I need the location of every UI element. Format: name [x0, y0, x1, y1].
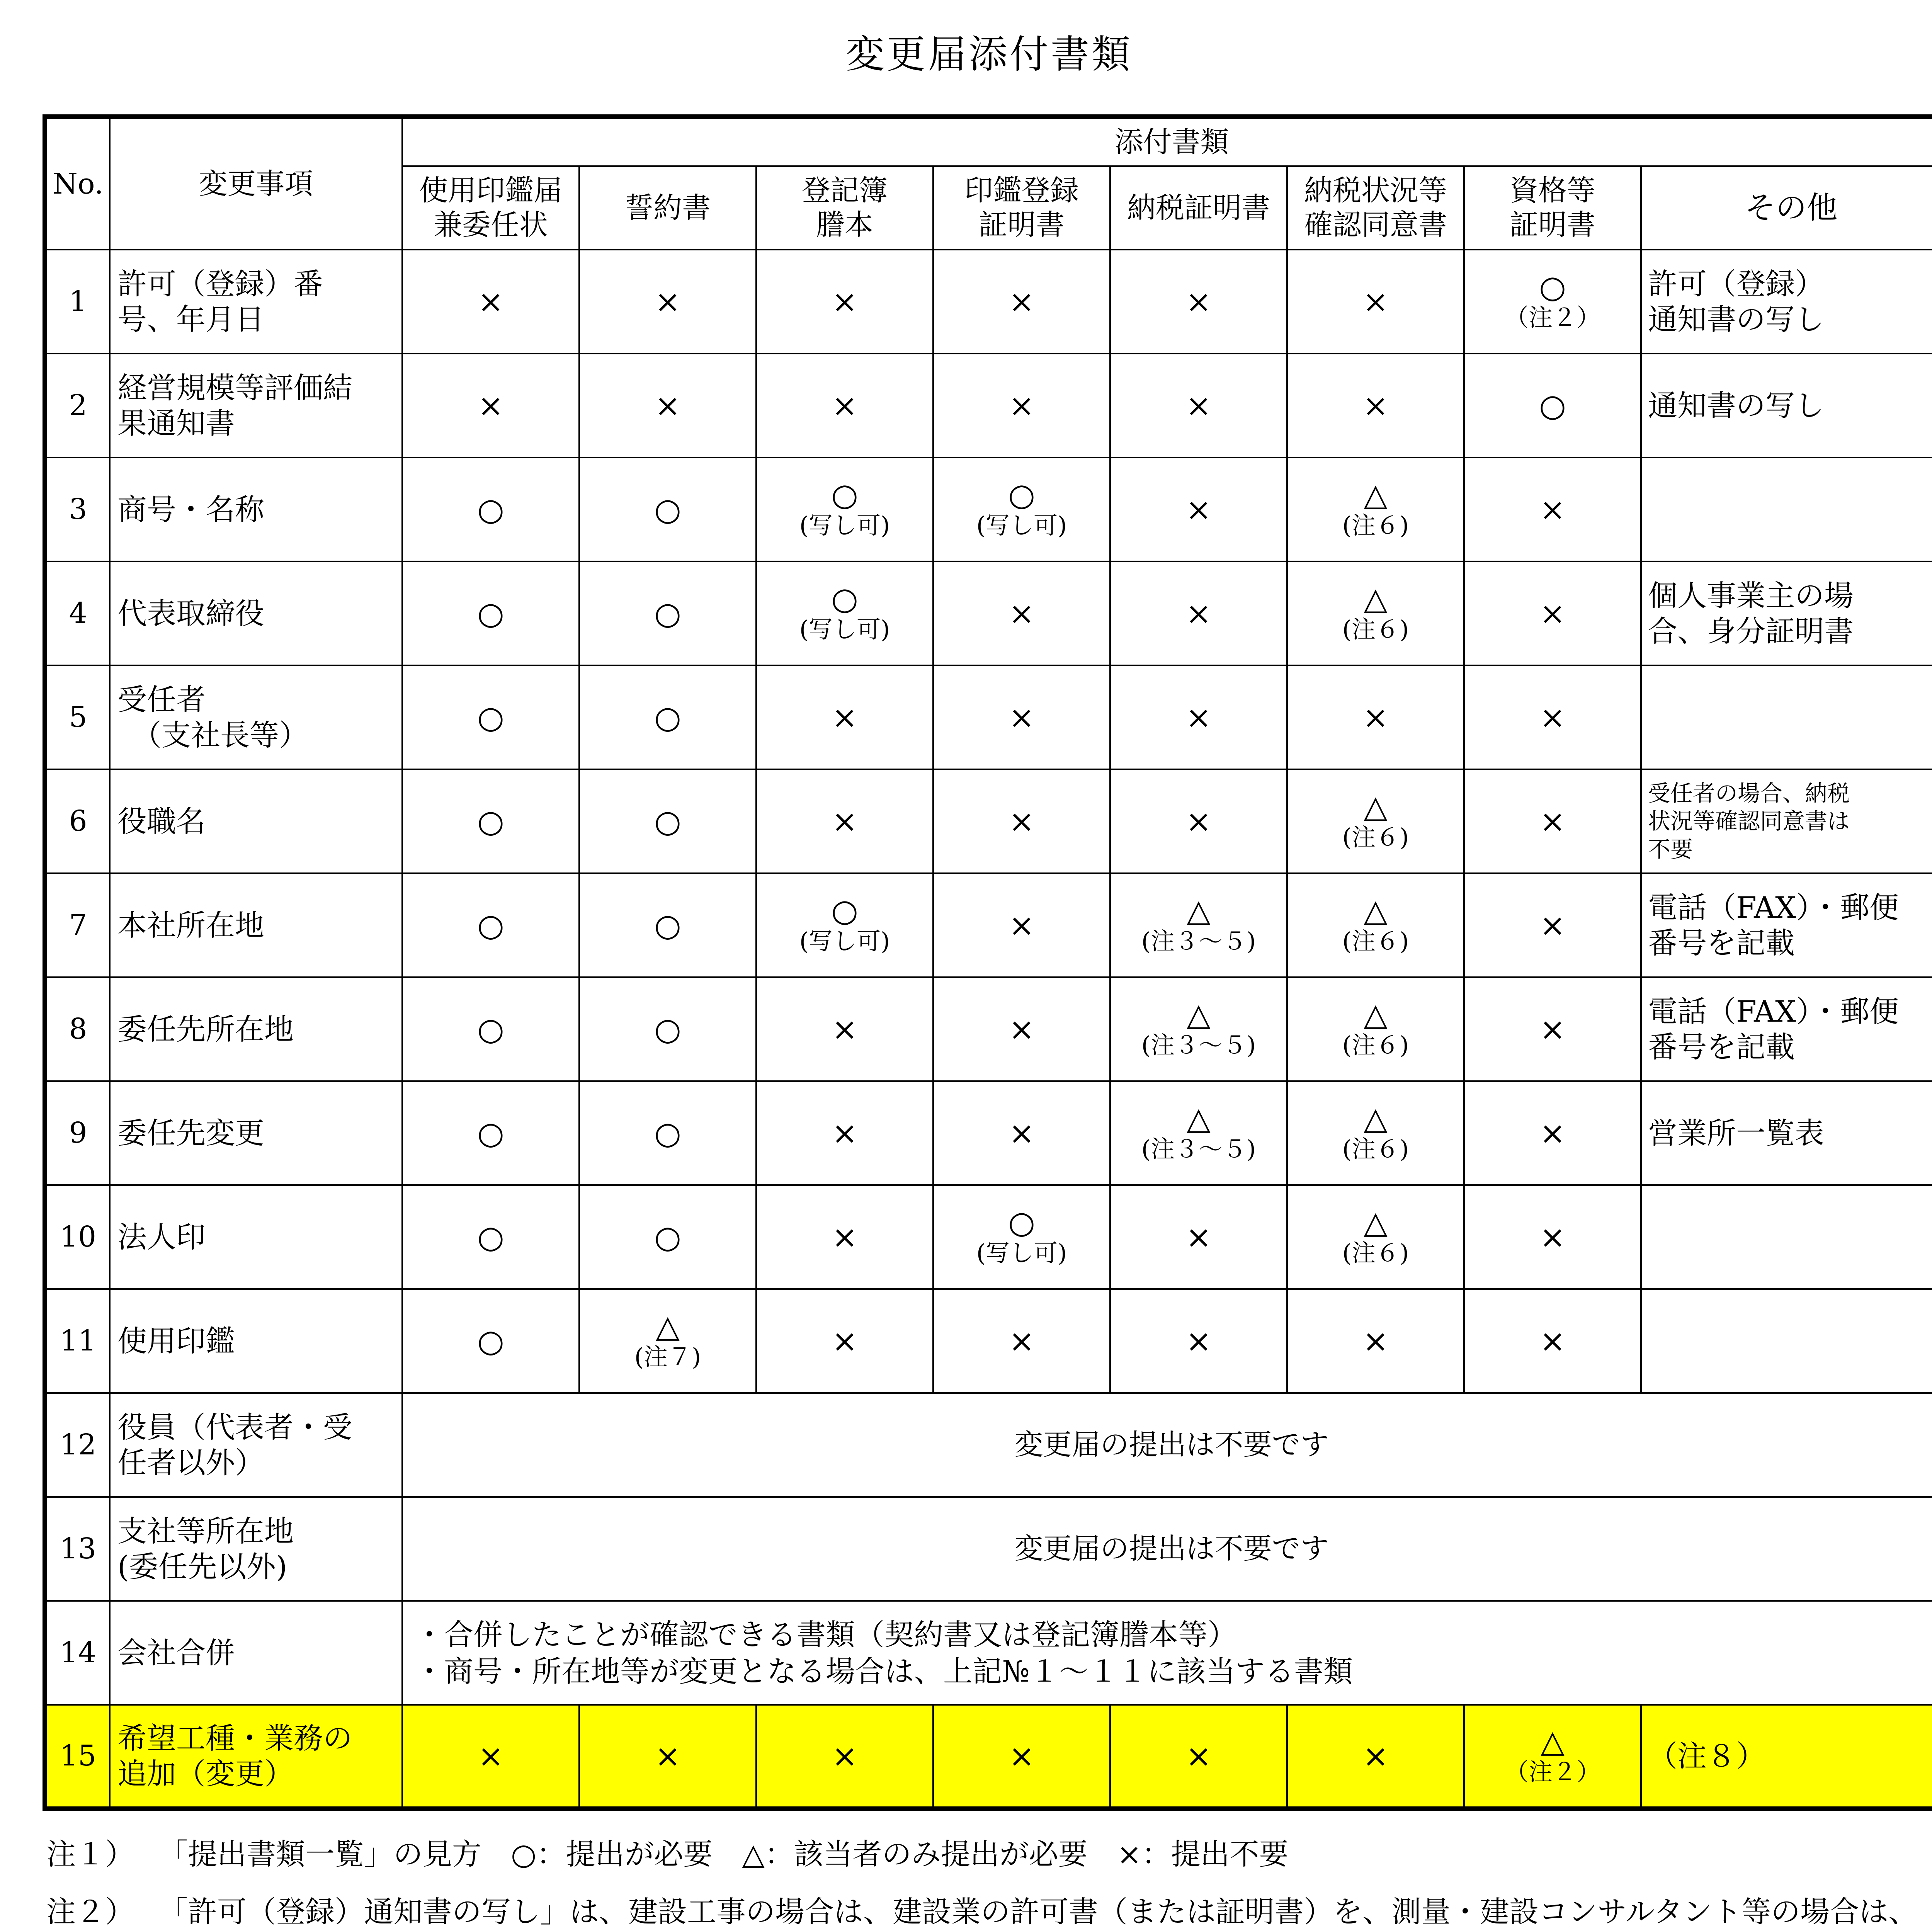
other-documents: 許可（登録） 通知書の写し: [1641, 250, 1932, 354]
requirement-symbol: △: [1364, 1100, 1388, 1137]
row-number: 12: [45, 1393, 110, 1497]
requirement-symbol: △: [1364, 997, 1388, 1033]
requirement-cell: [579, 1185, 756, 1289]
requirement-cell: [933, 977, 1110, 1081]
row-number: 2: [45, 354, 110, 457]
requirement-symbol: ○: [654, 595, 681, 631]
requirement-cell: [933, 457, 1110, 561]
other-documents: [1641, 1185, 1932, 1289]
other-documents: （注８）: [1641, 1705, 1932, 1809]
requirement-cell: [1110, 354, 1287, 457]
row-number: 14: [45, 1601, 110, 1705]
change-item: 代表取締役: [110, 561, 402, 665]
table-row: [45, 354, 1932, 457]
column-header: 納税証明書: [1110, 166, 1287, 250]
other-documents: 営業所一覧表: [1641, 1081, 1932, 1185]
requirement-cell: [402, 250, 579, 354]
requirement-note: (写し可): [799, 615, 890, 644]
other-documents: 個人事業主の場 合、身分証明書: [1641, 561, 1932, 665]
change-item: 法人印: [110, 1185, 402, 1289]
requirement-note: (注３～５): [1141, 927, 1256, 956]
requirement-cell: [402, 354, 579, 457]
requirement-cell: [756, 873, 933, 977]
requirement-note: (注６): [1342, 615, 1409, 644]
requirement-symbol: ○: [477, 1115, 504, 1151]
requirement-symbol: ×: [1362, 699, 1389, 735]
requirement-symbol: ○: [654, 1011, 681, 1047]
requirement-cell: [756, 977, 933, 1081]
requirement-note: (注６): [1342, 1135, 1409, 1163]
requirement-symbol: ○: [831, 893, 858, 929]
requirement-symbol: ○: [1539, 269, 1566, 305]
requirement-cell: [933, 769, 1110, 873]
requirement-cell: [1287, 665, 1464, 769]
requirement-note: (注３～５): [1141, 1135, 1256, 1163]
requirement-symbol: ×: [1185, 283, 1212, 320]
column-header: 資格等 証明書: [1464, 166, 1641, 250]
requirement-cell: [1110, 1081, 1287, 1185]
requirement-cell: [756, 1289, 933, 1393]
requirement-symbol: △: [1187, 997, 1211, 1033]
requirement-symbol: ×: [655, 387, 681, 423]
requirement-symbol: ○: [831, 477, 858, 513]
requirement-symbol: △: [1364, 893, 1388, 929]
requirement-note: （注２）: [1504, 1758, 1600, 1786]
table-row: [45, 1497, 1932, 1601]
requirement-symbol: △: [1364, 581, 1388, 617]
requirement-cell: [756, 250, 933, 354]
requirement-note: (注７): [634, 1343, 701, 1371]
requirement-symbol: ×: [478, 1738, 504, 1774]
note-text: 「提出書類一覧」の見方 ○：提出が必要 △：該当者のみ提出が必要 ×：提出不要: [158, 1837, 1289, 1871]
requirement-cell: [1287, 769, 1464, 873]
requirement-note: （注２）: [1504, 303, 1600, 332]
requirement-symbol: ×: [655, 283, 681, 320]
requirement-symbol: ×: [832, 1323, 858, 1359]
change-item: 委任先所在地: [110, 977, 402, 1081]
requirement-symbol: ×: [1009, 283, 1035, 320]
requirement-note: (注３～５): [1141, 1031, 1256, 1060]
requirement-cell: [756, 1081, 933, 1185]
requirement-symbol: ×: [832, 699, 858, 735]
note: [46, 1893, 1932, 1932]
change-item: 経営規模等評価結 果通知書: [110, 354, 402, 457]
requirement-note: (注６): [1342, 927, 1409, 956]
change-item: 使用印鑑: [110, 1289, 402, 1393]
change-item: 本社所在地: [110, 873, 402, 977]
change-item: 委任先変更: [110, 1081, 402, 1185]
requirement-cell: [1287, 977, 1464, 1081]
requirement-symbol: △: [1364, 789, 1388, 825]
requirement-cell: [1464, 1185, 1641, 1289]
note-label: 注１）: [46, 1837, 134, 1871]
requirement-cell: [402, 665, 579, 769]
note-body: [158, 1893, 1932, 1932]
requirement-symbol: ×: [1539, 803, 1566, 839]
requirement-symbol: ×: [832, 1738, 858, 1774]
requirement-symbol: ○: [654, 907, 681, 943]
requirement-cell: [1287, 1705, 1464, 1809]
change-item: 商号・名称: [110, 457, 402, 561]
requirement-symbol: ×: [1362, 1323, 1389, 1359]
change-item: 会社合併: [110, 1601, 402, 1705]
requirement-cell: [933, 1289, 1110, 1393]
span-note: 変更届の提出は不要です: [402, 1393, 1932, 1497]
requirement-cell: [402, 561, 579, 665]
row-number: 8: [45, 977, 110, 1081]
requirement-symbol: ×: [478, 283, 504, 320]
other-documents: 電話（FAX）・郵便 番号を記載: [1641, 873, 1932, 977]
requirement-symbol: ×: [1009, 595, 1035, 631]
other-documents: 電話（FAX）・郵便 番号を記載: [1641, 977, 1932, 1081]
note: [46, 1835, 1932, 1873]
requirement-cell: [402, 1081, 579, 1185]
requirement-cell: [1110, 873, 1287, 977]
requirement-symbol: ×: [832, 1115, 858, 1151]
table-row: [45, 1393, 1932, 1497]
requirement-cell: [1110, 1185, 1287, 1289]
requirement-cell: [1464, 977, 1641, 1081]
requirement-symbol: ×: [1185, 699, 1212, 735]
requirement-cell: [1464, 354, 1641, 457]
requirement-symbol: ○: [477, 907, 504, 943]
column-header: その他: [1641, 166, 1932, 250]
requirement-cell: [402, 1289, 579, 1393]
requirement-note: (写し可): [976, 1239, 1067, 1267]
requirement-cell: [1464, 457, 1641, 561]
requirement-symbol: ○: [654, 1219, 681, 1255]
attachment-table: [43, 114, 1932, 1811]
requirement-cell: [579, 457, 756, 561]
requirement-symbol: ×: [832, 387, 858, 423]
requirement-symbol: ×: [1185, 1323, 1212, 1359]
requirement-cell: [756, 769, 933, 873]
row-number: 15: [45, 1705, 110, 1809]
requirement-cell: [402, 457, 579, 561]
other-documents: [1641, 665, 1932, 769]
requirement-note: (写し可): [799, 927, 890, 956]
requirement-cell: [1464, 873, 1641, 977]
column-header: 納税状況等 確認同意書: [1287, 166, 1464, 250]
requirement-symbol: ×: [478, 387, 504, 423]
requirement-cell: [933, 1705, 1110, 1809]
requirement-cell: [579, 561, 756, 665]
row-number: 9: [45, 1081, 110, 1185]
requirement-cell: [756, 1705, 933, 1809]
header-attachments: 添付書類: [402, 117, 1932, 166]
note-body: [158, 1835, 1932, 1873]
table-row: [45, 1185, 1932, 1289]
other-documents: 通知書の写し: [1641, 354, 1932, 457]
row-number: 11: [45, 1289, 110, 1393]
requirement-symbol: ○: [477, 1219, 504, 1255]
requirement-symbol: ×: [832, 803, 858, 839]
change-item: 役職名: [110, 769, 402, 873]
requirement-note: (注６): [1342, 823, 1409, 852]
requirement-symbol: ×: [1539, 491, 1566, 527]
requirement-symbol: ×: [1009, 699, 1035, 735]
table-row: [45, 1081, 1932, 1185]
other-documents: [1641, 457, 1932, 561]
requirement-cell: [402, 1185, 579, 1289]
requirement-cell: [756, 665, 933, 769]
column-header: 登記簿 謄本: [756, 166, 933, 250]
requirement-cell: [402, 977, 579, 1081]
note-label: 注２）: [46, 1895, 134, 1929]
table-row: [45, 561, 1932, 665]
change-item: 受任者 （支社長等）: [110, 665, 402, 769]
requirement-cell: [1110, 977, 1287, 1081]
table-row: [45, 769, 1932, 873]
requirement-symbol: ○: [1008, 477, 1035, 513]
requirement-cell: [1287, 1185, 1464, 1289]
requirement-symbol: ×: [1185, 387, 1212, 423]
requirement-symbol: ○: [477, 595, 504, 631]
requirement-cell: [1110, 665, 1287, 769]
requirement-symbol: ×: [1185, 491, 1212, 527]
change-item: 支社等所在地 (委任先以外): [110, 1497, 402, 1601]
requirement-cell: [1287, 561, 1464, 665]
requirement-cell: [933, 873, 1110, 977]
requirement-note: (写し可): [799, 511, 890, 540]
requirement-cell: [579, 1289, 756, 1393]
requirement-cell: [402, 873, 579, 977]
requirement-cell: [1464, 250, 1641, 354]
requirement-cell: [1287, 873, 1464, 977]
requirement-cell: [579, 250, 756, 354]
requirement-cell: [1110, 250, 1287, 354]
requirement-symbol: ×: [1539, 1323, 1566, 1359]
requirement-symbol: ○: [477, 699, 504, 735]
requirement-note: (注６): [1342, 1239, 1409, 1267]
requirement-symbol: ○: [654, 491, 681, 527]
row-number: 3: [45, 457, 110, 561]
requirement-cell: [933, 1081, 1110, 1185]
table-row: [45, 977, 1932, 1081]
table-row: [45, 250, 1932, 354]
requirement-cell: [579, 1705, 756, 1809]
requirement-symbol: △: [1187, 1100, 1211, 1137]
requirement-symbol: ×: [1009, 1115, 1035, 1151]
requirement-note: (写し可): [976, 511, 1067, 540]
requirement-symbol: ×: [1539, 1115, 1566, 1151]
requirement-symbol: ×: [832, 1011, 858, 1047]
requirement-cell: [1287, 457, 1464, 561]
requirement-cell: [579, 769, 756, 873]
row-number: 7: [45, 873, 110, 977]
change-item: 許可（登録）番 号、年月日: [110, 250, 402, 354]
requirement-symbol: ×: [1539, 907, 1566, 943]
requirement-symbol: ○: [654, 699, 681, 735]
requirement-cell: [1110, 561, 1287, 665]
requirement-cell: [579, 1081, 756, 1185]
requirement-cell: [1464, 665, 1641, 769]
requirement-symbol: ×: [1185, 1738, 1212, 1774]
requirement-symbol: △: [1187, 893, 1211, 929]
row-number: 5: [45, 665, 110, 769]
table-row: [45, 665, 1932, 769]
requirement-symbol: ×: [1009, 387, 1035, 423]
note-text: 「許可（登録）通知書の写し」は、建設工事の場合は、建設業の許可書（または証明書）を、測量・建設コンサルタント等の場合は、: [158, 1895, 1918, 1929]
column-header: 使用印鑑届 兼委任状: [402, 166, 579, 250]
requirement-cell: [933, 1185, 1110, 1289]
requirement-symbol: ×: [1362, 283, 1389, 320]
requirement-cell: [1287, 354, 1464, 457]
requirement-cell: [1464, 1289, 1641, 1393]
table-row: [45, 1601, 1932, 1705]
requirement-symbol: ×: [1009, 1011, 1035, 1047]
requirement-cell: [1110, 1705, 1287, 1809]
requirement-symbol: △: [656, 1308, 680, 1345]
requirement-note: (注６): [1342, 1031, 1409, 1060]
requirement-cell: [1110, 1289, 1287, 1393]
page-title: 変更届添付書類: [846, 32, 1133, 77]
requirement-symbol: ×: [1539, 699, 1566, 735]
requirement-symbol: ×: [1009, 1738, 1035, 1774]
requirement-cell: [1287, 1289, 1464, 1393]
requirement-symbol: ○: [477, 1323, 504, 1359]
requirement-symbol: ○: [1539, 387, 1566, 423]
other-documents: 受任者の場合、納税 状況等確認同意書は 不要: [1641, 769, 1932, 873]
notes-section: [46, 1835, 1932, 1932]
requirement-symbol: ×: [655, 1738, 681, 1774]
requirement-symbol: ×: [1539, 595, 1566, 631]
span-note: 変更届の提出は不要です: [402, 1497, 1932, 1601]
requirement-cell: [1464, 1705, 1641, 1809]
table-row: [45, 457, 1932, 561]
requirement-cell: [756, 457, 933, 561]
requirement-cell: [756, 1185, 933, 1289]
requirement-symbol: ×: [1185, 803, 1212, 839]
column-header: 誓約書: [579, 166, 756, 250]
requirement-symbol: ○: [654, 803, 681, 839]
requirement-cell: [1464, 561, 1641, 665]
requirement-symbol: △: [1364, 1204, 1388, 1241]
requirement-cell: [933, 250, 1110, 354]
requirement-symbol: △: [1364, 477, 1388, 513]
change-item: 希望工種・業務の 追加（変更）: [110, 1705, 402, 1809]
requirement-cell: [1287, 1081, 1464, 1185]
requirement-symbol: ○: [477, 803, 504, 839]
row-number: 10: [45, 1185, 110, 1289]
row-number: 4: [45, 561, 110, 665]
requirement-cell: [579, 354, 756, 457]
requirement-note: (注６): [1342, 511, 1409, 540]
span-note: ・合併したことが確認できる書類（契約書又は登記簿謄本等） ・商号・所在地等が変更となる場合は、上記№１～１１に該当する書類: [402, 1601, 1932, 1705]
header-change-item: 変更事項: [110, 117, 402, 250]
table-row: [45, 1705, 1932, 1809]
requirement-cell: [1464, 769, 1641, 873]
requirement-symbol: △: [1541, 1723, 1565, 1760]
requirement-symbol: ×: [1009, 907, 1035, 943]
other-documents: [1641, 1289, 1932, 1393]
row-number: 1: [45, 250, 110, 354]
row-number: 13: [45, 1497, 110, 1601]
column-header: 印鑑登録 証明書: [933, 166, 1110, 250]
requirement-symbol: ×: [832, 1219, 858, 1255]
requirement-symbol: ×: [1185, 595, 1212, 631]
requirement-cell: [933, 665, 1110, 769]
requirement-symbol: ○: [477, 1011, 504, 1047]
requirement-cell: [756, 354, 933, 457]
requirement-symbol: ×: [1539, 1011, 1566, 1047]
requirement-cell: [933, 354, 1110, 457]
requirement-symbol: ×: [1009, 1323, 1035, 1359]
requirement-symbol: ×: [1539, 1219, 1566, 1255]
header-no: No.: [45, 117, 110, 250]
table-row: [45, 873, 1932, 977]
requirement-symbol: ×: [832, 283, 858, 320]
requirement-cell: [402, 1705, 579, 1809]
requirement-symbol: ×: [1362, 387, 1389, 423]
requirement-cell: [1464, 1081, 1641, 1185]
requirement-cell: [579, 665, 756, 769]
change-item: 役員（代表者・受 任者以外）: [110, 1393, 402, 1497]
requirement-symbol: ○: [1008, 1204, 1035, 1241]
requirement-cell: [933, 561, 1110, 665]
table-row: [45, 1289, 1932, 1393]
requirement-cell: [402, 769, 579, 873]
requirement-symbol: ○: [477, 491, 504, 527]
requirement-cell: [579, 873, 756, 977]
requirement-cell: [1110, 457, 1287, 561]
requirement-symbol: ×: [1362, 1738, 1389, 1774]
requirement-symbol: ○: [831, 581, 858, 617]
requirement-symbol: ○: [654, 1115, 681, 1151]
requirement-symbol: ×: [1185, 1219, 1212, 1255]
requirement-cell: [1287, 250, 1464, 354]
requirement-symbol: ×: [1009, 803, 1035, 839]
requirement-cell: [579, 977, 756, 1081]
requirement-cell: [1110, 769, 1287, 873]
requirement-cell: [756, 561, 933, 665]
row-number: 6: [45, 769, 110, 873]
